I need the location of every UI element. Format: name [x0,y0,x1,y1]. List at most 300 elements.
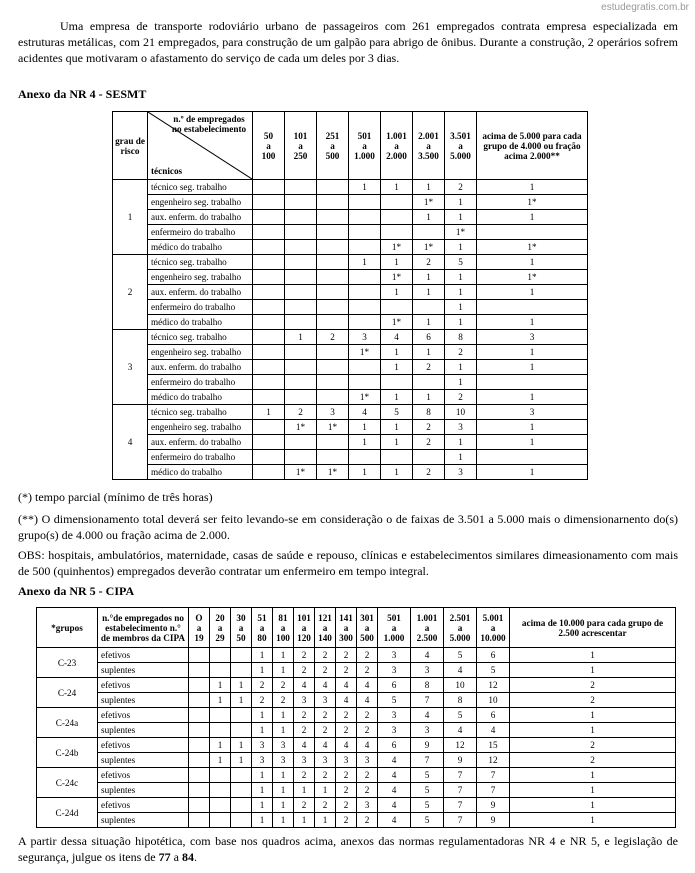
header-grau: grau de risco [113,112,148,180]
value-cell: 2 [357,723,378,738]
role-label: enfermeiro do trabalho [148,375,253,390]
role-label: aux. enferm. do trabalho [148,360,253,375]
value-cell: 2 [315,708,336,723]
value-cell: 6 [378,738,411,753]
value-cell [317,360,349,375]
value-cell: 1 [252,768,273,783]
header-diagonal [148,112,253,180]
value-cell: 5 [444,708,477,723]
value-cell: 3 [294,753,315,768]
value-cell: 1 [285,330,317,345]
footer-connector: a [170,850,182,864]
value-cell: 3 [477,405,588,420]
value-cell: 2 [336,723,357,738]
role-label: enfermeiro do trabalho [148,300,253,315]
value-cell: 6 [477,648,510,663]
value-cell [285,345,317,360]
value-cell: 1 [381,360,413,375]
value-cell: 3 [411,663,444,678]
value-cell [317,180,349,195]
value-cell [349,315,381,330]
member-type-label: suplentes [98,693,189,708]
member-type-label: efetivos [98,648,189,663]
value-cell [381,195,413,210]
value-cell: 4 [294,738,315,753]
value-cell: 1 [349,465,381,480]
member-type-label: suplentes [98,813,189,828]
role-label: engenheiro seg. trabalho [148,270,253,285]
value-cell [349,300,381,315]
role-label: médico do trabalho [148,315,253,330]
value-cell: 1 [445,285,477,300]
sesmt-col-header-last: acima de 5.000 para cada grupo de 4.000 ou fração acima 2.000** [477,112,588,180]
value-cell: 7 [411,753,444,768]
value-cell: 4 [357,693,378,708]
value-cell: 1* [317,465,349,480]
sesmt-col-header: 2.001 a 3.500 [413,112,445,180]
value-cell [210,648,231,663]
table-row [37,768,676,783]
table-row [113,420,588,435]
value-cell: 1* [349,345,381,360]
value-cell: 3 [378,723,411,738]
value-cell: 1 [349,180,381,195]
value-cell: 1 [381,465,413,480]
value-cell: 3 [294,693,315,708]
value-cell: 1 [510,723,676,738]
value-cell [477,225,588,240]
value-cell: 1 [445,435,477,450]
value-cell [253,330,285,345]
value-cell [253,360,285,375]
table-row [113,465,588,480]
value-cell [189,738,210,753]
value-cell [381,450,413,465]
value-cell [349,285,381,300]
role-label: enfermeiro do trabalho [148,450,253,465]
value-cell: 1 [252,783,273,798]
value-cell [285,375,317,390]
value-cell [381,210,413,225]
value-cell [210,813,231,828]
value-cell [285,435,317,450]
value-cell: 2 [294,708,315,723]
value-cell: 2 [413,360,445,375]
table-row [37,813,676,828]
value-cell: 3 [411,723,444,738]
grau-cell: 1 [113,180,148,255]
value-cell [413,225,445,240]
value-cell: 3 [315,753,336,768]
value-cell: 1 [273,798,294,813]
value-cell [349,225,381,240]
grau-cell: 2 [113,255,148,330]
value-cell: 2 [357,648,378,663]
member-type-label: suplentes [98,783,189,798]
value-cell [381,225,413,240]
value-cell [231,708,252,723]
value-cell [285,240,317,255]
cipa-table [36,607,676,828]
grau-cell: 4 [113,405,148,480]
value-cell [253,435,285,450]
value-cell: 2 [510,693,676,708]
table-row [113,285,588,300]
value-cell: 2 [336,798,357,813]
value-cell: 4 [381,330,413,345]
value-cell [285,390,317,405]
value-cell [285,255,317,270]
cipa-col-header: 101 a 120 [294,608,315,648]
value-cell: 1 [477,465,588,480]
value-cell [253,255,285,270]
sesmt-table [112,111,588,480]
table-row [37,798,676,813]
value-cell: 1 [273,663,294,678]
value-cell: 5 [411,783,444,798]
value-cell: 4 [444,723,477,738]
value-cell: 1 [294,813,315,828]
member-type-label: efetivos [98,708,189,723]
value-cell: 1 [477,435,588,450]
value-cell: 3 [445,420,477,435]
value-cell: 1 [445,240,477,255]
value-cell: 1 [381,255,413,270]
value-cell [231,783,252,798]
value-cell: 3 [317,405,349,420]
member-type-label: efetivos [98,738,189,753]
member-type-label: efetivos [98,798,189,813]
value-cell: 1* [413,195,445,210]
value-cell: 4 [477,723,510,738]
value-cell: 1* [381,315,413,330]
value-cell: 7 [477,768,510,783]
value-cell: 5 [411,768,444,783]
value-cell [413,375,445,390]
value-cell: 5 [411,798,444,813]
value-cell: 2 [315,648,336,663]
value-cell: 4 [336,678,357,693]
table-row [113,180,588,195]
value-cell [317,450,349,465]
value-cell [285,315,317,330]
group-cell: C-24a [37,708,98,738]
value-cell [189,663,210,678]
role-label: engenheiro seg. trabalho [148,195,253,210]
value-cell: 4 [378,753,411,768]
value-cell: 2 [413,465,445,480]
table-row [113,270,588,285]
value-cell: 7 [444,813,477,828]
sesmt-heading: Anexo da NR 4 - SESMT [18,87,147,101]
value-cell: 10 [445,405,477,420]
value-cell [317,435,349,450]
value-cell: 6 [477,708,510,723]
value-cell: 9 [477,798,510,813]
value-cell: 7 [444,768,477,783]
value-cell: 1 [252,648,273,663]
value-cell: 4 [357,738,378,753]
role-label: técnico seg. trabalho [148,330,253,345]
value-cell [317,225,349,240]
table-row [113,240,588,255]
value-cell: 1 [231,678,252,693]
value-cell [253,450,285,465]
value-cell: 1 [477,210,588,225]
member-type-label: suplentes [98,663,189,678]
value-cell [349,195,381,210]
footer-paragraph [18,833,678,865]
value-cell [189,798,210,813]
value-cell: 6 [378,678,411,693]
value-cell [189,813,210,828]
value-cell: 1 [477,255,588,270]
table-row [113,195,588,210]
value-cell [285,270,317,285]
value-cell [210,768,231,783]
value-cell [349,450,381,465]
value-cell: 1* [285,465,317,480]
value-cell: 2 [336,708,357,723]
cipa-col-header: 30 a 50 [231,608,252,648]
value-cell: 1 [510,813,676,828]
cipa-col-header: 141 a 300 [336,608,357,648]
value-cell: 1* [317,420,349,435]
value-cell: 6 [413,330,445,345]
value-cell: 1 [252,798,273,813]
note-partial-time: (*) tempo parcial (mínimo de três horas) [18,490,213,504]
value-cell: 1* [445,225,477,240]
value-cell [189,723,210,738]
footer-item-end: 84 [181,850,194,864]
cipa-col-header: 20 a 29 [210,608,231,648]
header-cipa-desc: n.°de empregados no estabelecimento n.° de membros da CIPA [98,608,189,648]
value-cell [285,300,317,315]
cipa-heading: Anexo da NR 5 - CIPA [18,584,135,598]
value-cell: 1 [273,768,294,783]
value-cell: 1 [294,783,315,798]
value-cell [285,195,317,210]
value-cell [317,375,349,390]
value-cell: 1 [477,420,588,435]
value-cell: 2 [294,648,315,663]
value-cell [285,210,317,225]
value-cell: 3 [378,648,411,663]
value-cell [253,180,285,195]
value-cell: 2 [273,693,294,708]
value-cell: 1 [210,678,231,693]
value-cell: 2 [336,768,357,783]
value-cell: 1 [413,270,445,285]
value-cell [253,315,285,330]
value-cell [413,450,445,465]
value-cell: 1 [252,723,273,738]
value-cell: 1 [413,180,445,195]
value-cell: 4 [378,798,411,813]
value-cell [189,753,210,768]
table-row [37,693,676,708]
value-cell: 1 [252,813,273,828]
member-type-label: suplentes [98,723,189,738]
value-cell [317,300,349,315]
value-cell: 2 [413,435,445,450]
value-cell: 1 [210,738,231,753]
value-cell: 1 [252,708,273,723]
value-cell: 1* [381,270,413,285]
value-cell [317,255,349,270]
cipa-col-header: 5.001 a 10.000 [477,608,510,648]
value-cell [317,240,349,255]
value-cell: 12 [444,738,477,753]
sesmt-col-header: 3.501 a 5.000 [445,112,477,180]
value-cell: 1 [510,663,676,678]
value-cell: 3 [336,753,357,768]
value-cell: 1 [315,813,336,828]
value-cell: 3 [378,708,411,723]
value-cell: 8 [445,330,477,345]
value-cell: 1* [285,420,317,435]
role-label: aux. enferm. do trabalho [148,210,253,225]
value-cell: 2 [336,648,357,663]
value-cell [349,375,381,390]
value-cell: 2 [252,693,273,708]
value-cell: 9 [477,813,510,828]
value-cell: 2 [285,405,317,420]
watermark: estudegratis.com.br [601,2,689,13]
value-cell: 2 [445,390,477,405]
value-cell [477,450,588,465]
value-cell [231,723,252,738]
value-cell: 2 [357,663,378,678]
table-row [113,405,588,420]
value-cell: 1 [413,315,445,330]
value-cell: 2 [294,663,315,678]
value-cell: 1 [445,450,477,465]
value-cell: 8 [413,405,445,420]
member-type-label: efetivos [98,678,189,693]
value-cell: 1 [273,708,294,723]
value-cell: 2 [510,678,676,693]
value-cell: 7 [477,783,510,798]
table-row [37,663,676,678]
role-label: engenheiro seg. trabalho [148,420,253,435]
value-cell: 3 [273,753,294,768]
group-cell: C-24 [37,678,98,708]
value-cell [381,375,413,390]
value-cell: 2 [294,723,315,738]
role-label: aux. enferm. do trabalho [148,435,253,450]
value-cell: 2 [336,663,357,678]
sesmt-col-header: 251 a 500 [317,112,349,180]
role-label: técnico seg. trabalho [148,255,253,270]
value-cell: 1 [210,693,231,708]
value-cell: 5 [378,693,411,708]
value-cell [231,648,252,663]
header-grupos: *grupos [37,608,98,648]
value-cell [189,678,210,693]
value-cell [477,300,588,315]
value-cell: 2 [510,738,676,753]
value-cell: 1 [510,648,676,663]
table-row [113,225,588,240]
value-cell: 1 [413,390,445,405]
value-cell: 1 [477,180,588,195]
table-row [113,255,588,270]
value-cell: 1 [510,783,676,798]
value-cell: 1 [445,270,477,285]
value-cell [285,180,317,195]
value-cell: 2 [315,768,336,783]
member-type-label: efetivos [98,768,189,783]
table-row [113,390,588,405]
value-cell: 2 [294,768,315,783]
member-type-label: suplentes [98,753,189,768]
value-cell: 7 [444,798,477,813]
value-cell [253,210,285,225]
note-total-sizing: (**) O dimensionamento total deverá ser feito levando-se em consideração o de faixas de 3.501 a 5.000 mais o dimensionarnento do(s) grupo(s) de 4.000 ou fração acima de 2.000. [18,512,678,542]
role-label: aux. enferm. do trabalho [148,285,253,300]
value-cell: 4 [336,738,357,753]
value-cell: 3 [315,693,336,708]
footer-text: A partir dessa situação hipotética, com base nos quadros acima, anexos das normas regulamentadoras NR 4 e NR 5, e legislação de segurança, julgue os itens de [18,834,678,864]
sesmt-col-header: 501 a 1.000 [349,112,381,180]
value-cell: 1 [273,723,294,738]
value-cell [253,285,285,300]
value-cell [253,465,285,480]
value-cell: 10 [477,693,510,708]
value-cell: 4 [294,678,315,693]
value-cell: 1 [381,285,413,300]
value-cell: 1 [381,390,413,405]
value-cell [317,315,349,330]
value-cell: 12 [477,753,510,768]
value-cell: 2 [273,678,294,693]
value-cell [285,225,317,240]
value-cell [253,390,285,405]
value-cell [253,300,285,315]
value-cell: 2 [252,678,273,693]
grau-cell: 3 [113,330,148,405]
value-cell [317,345,349,360]
value-cell: 2 [336,813,357,828]
note-obs: OBS: hospitais, ambulatórios, maternidade, casas de saúde e repouso, clínicas e estabelecimentos similares dimeasionamento com mais de 500 (quinhentos) empregados deverão contratar um enfermeiro em tempo integral. [18,548,678,578]
value-cell: 1* [349,390,381,405]
value-cell [253,270,285,285]
footer-item-start: 77 [158,850,171,864]
value-cell: 5 [411,813,444,828]
value-cell [189,768,210,783]
table-row [37,783,676,798]
value-cell: 1 [445,300,477,315]
value-cell [253,240,285,255]
sesmt-col-header: 1.001 a 2.000 [381,112,413,180]
value-cell: 5 [445,255,477,270]
value-cell [317,270,349,285]
value-cell [317,390,349,405]
value-cell: 1 [381,345,413,360]
value-cell: 2 [336,783,357,798]
value-cell: 3 [357,753,378,768]
value-cell: 7 [411,693,444,708]
value-cell: 4 [411,708,444,723]
value-cell: 1 [413,210,445,225]
value-cell: 2 [510,753,676,768]
value-cell: 1 [477,345,588,360]
cipa-col-header: 1.001 a 2.500 [411,608,444,648]
value-cell: 4 [444,663,477,678]
value-cell [349,240,381,255]
value-cell [477,375,588,390]
